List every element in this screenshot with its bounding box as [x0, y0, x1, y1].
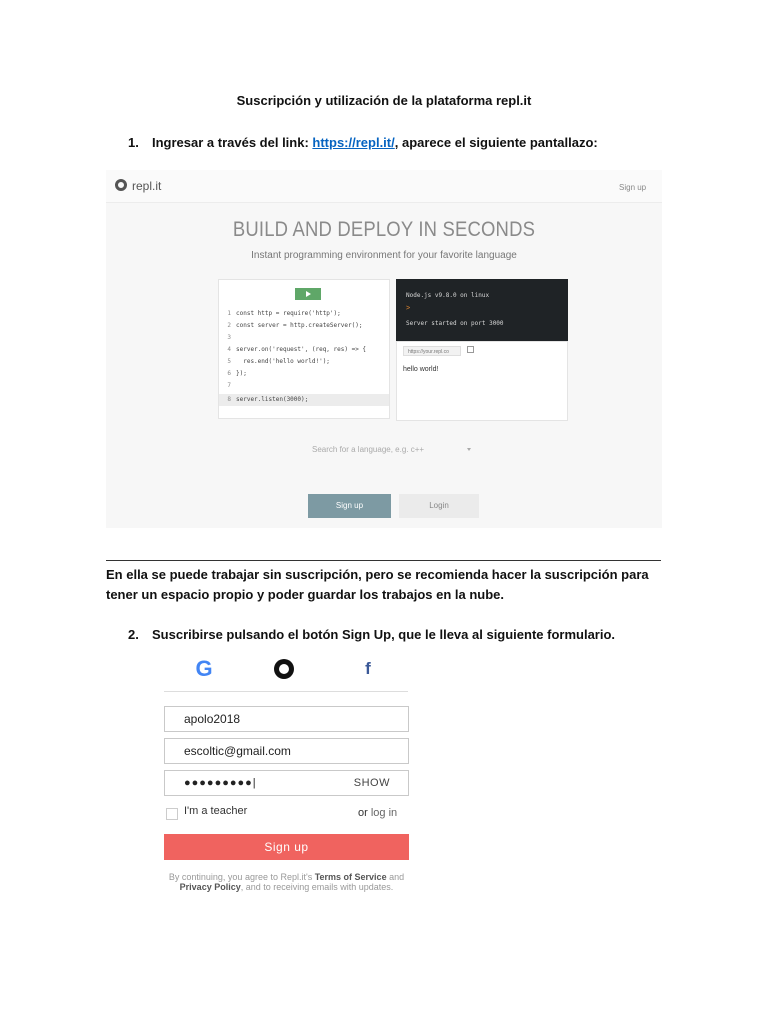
edit-icon[interactable]: [467, 346, 474, 353]
login-link[interactable]: log in: [370, 807, 398, 819]
console-prompt: >: [406, 305, 411, 312]
step-1-text: [152, 135, 598, 150]
code-editor[interactable]: [218, 279, 390, 419]
teacher-checkbox[interactable]: [166, 808, 178, 820]
email-field[interactable]: escoltic@gmail.com: [164, 738, 409, 764]
landing-top-bar: [106, 170, 662, 203]
code-line: 5 res.end('hello world!');: [227, 358, 330, 365]
google-icon[interactable]: G: [195, 656, 213, 681]
privacy-link[interactable]: Privacy Policy: [179, 882, 241, 892]
facebook-icon[interactable]: f: [365, 659, 371, 678]
preview-url-bar[interactable]: https://your.repl.co: [403, 346, 461, 356]
terms-link[interactable]: Terms of Service: [314, 872, 387, 882]
form-divider: [164, 691, 408, 692]
password-value: ●●●●●●●●●|: [184, 777, 257, 789]
console-line: Server started on port 3000: [406, 320, 504, 327]
code-line: 1 const http = require('http');: [227, 310, 341, 317]
step-2-number: 2.: [128, 627, 139, 642]
terms-text: By continuing, you agree to Repl.it's Terms of Service and Privacy Policy, and to receiving emails with updates.: [168, 872, 405, 892]
teacher-label: I'm a teacher: [184, 805, 248, 817]
github-icon[interactable]: [274, 659, 294, 679]
landing-subheadline: Instant programming environment for your favorite language: [251, 250, 517, 261]
username-field[interactable]: apolo2018: [164, 706, 409, 732]
play-icon[interactable]: [295, 288, 321, 300]
web-preview: [396, 341, 568, 421]
landing-signup-button[interactable]: Sign up: [308, 494, 391, 518]
show-password-button[interactable]: SHOW: [353, 777, 390, 789]
landing-logo-text: repl.it: [132, 179, 162, 193]
landing-headline: BUILD AND DEPLOY IN SECONDS: [232, 218, 536, 241]
replit-link[interactable]: https://repl.it/: [312, 135, 395, 150]
code-line: 4 server.on('request', (req, res) => {: [227, 346, 367, 353]
code-line: 6 });: [227, 370, 247, 377]
code-line: 7: [227, 382, 231, 389]
step-1-prefix: Ingresar a través del link:: [152, 135, 313, 150]
password-field[interactable]: [164, 770, 409, 796]
code-line-highlighted: 8 server.listen(3000);: [219, 394, 389, 406]
or-login: or log in: [358, 807, 398, 819]
step-1-suffix: , aparece el siguiente pantallazo:: [394, 135, 598, 150]
language-search-input[interactable]: Search for a language, e.g. c++: [312, 445, 425, 454]
code-line: 3: [227, 334, 231, 341]
landing-login-button[interactable]: Login: [399, 494, 479, 518]
repl-logo-icon: [115, 179, 127, 191]
horizontal-rule: [106, 560, 661, 561]
web-output: hello world!: [403, 366, 439, 373]
document-title: Suscripción y utilización de la plataforma repl.it: [236, 93, 532, 108]
landing-signup-link[interactable]: Sign up: [619, 183, 647, 192]
landing-screenshot: [106, 170, 662, 528]
signup-form-screenshot: [162, 654, 412, 904]
chevron-down-icon: [467, 448, 471, 451]
step-2-text: Suscribirse pulsando el botón Sign Up, que le lleva al siguiente formulario.: [152, 627, 616, 642]
console-line: Node.js v9.8.0 on linux: [406, 292, 490, 299]
console-output: [396, 279, 568, 341]
step-1-number: 1.: [128, 135, 139, 150]
explanation-paragraph: En ella se puede trabajar sin suscripción, pero se recomienda hacer la suscripción para tener un espacio propio y poder guardar los trabajos en la nube.: [106, 567, 649, 602]
code-line: 2 const server = http.createServer();: [227, 322, 363, 329]
signup-button[interactable]: Sign up: [164, 834, 409, 860]
